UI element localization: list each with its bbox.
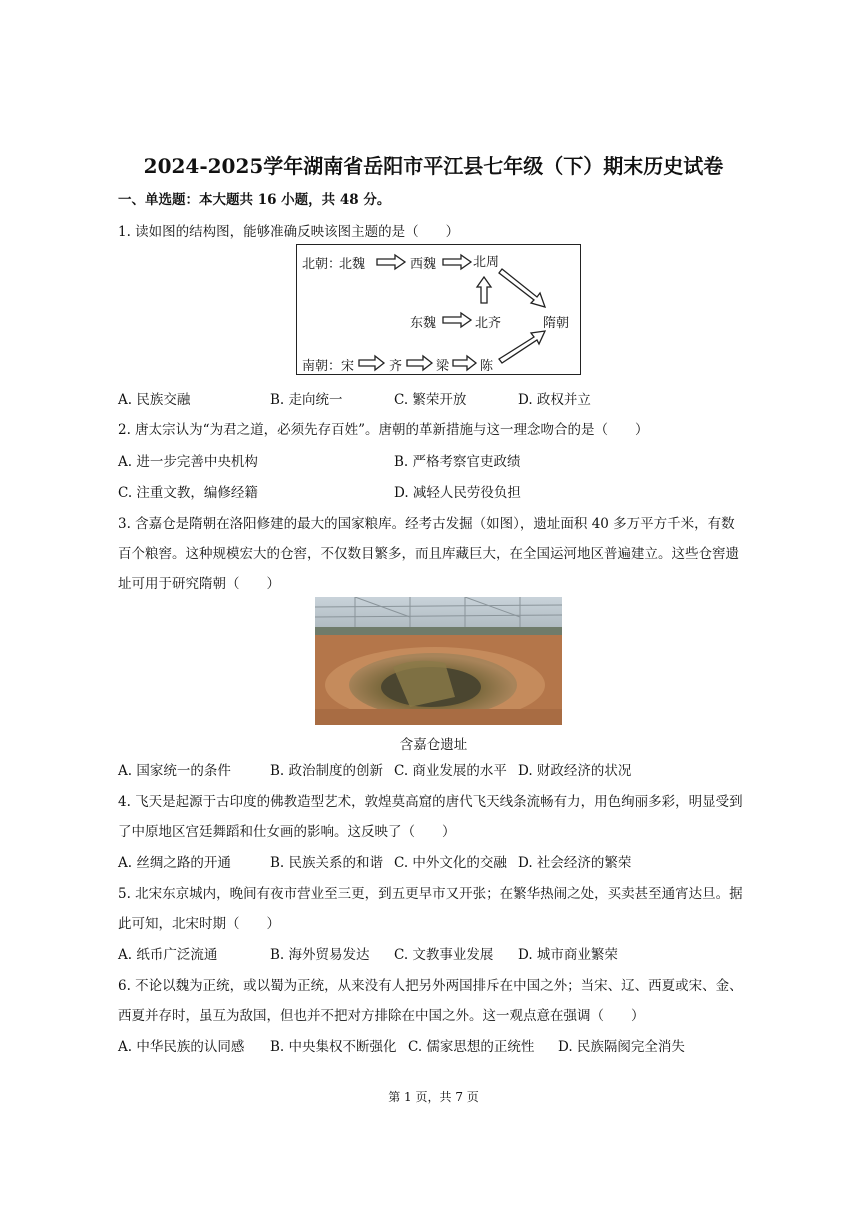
section-heading: 一、单选题：本大题共 16 小题，共 48 分。 [118,192,391,208]
q3-option-b[interactable]: B. 政治制度的创新 [270,763,384,779]
q2-option-c[interactable]: C. 注重文教，编修经籍 [118,485,258,501]
q3-stem-line3: 址可用于研究隋朝（ ） [118,576,280,592]
q3-option-a[interactable]: A. 国家统一的条件 [118,763,231,779]
label-qi: 齐 [389,359,403,374]
q4-stem-line1: 4. 飞天是起源于古印度的佛教造型艺术，敦煌莫高窟的唐代飞天线条流畅有力，用色绚丽多彩，明显受到 [118,794,743,810]
arrow-to-sui-south [499,331,545,363]
exam-title: 2024-2025学年湖南省岳阳市平江县七年级（下）期末历史试卷 [143,154,724,178]
q5-stem-line2: 此可知，北宋时期（ ） [118,916,280,932]
label-south: 南朝： [302,359,342,374]
q5-option-a[interactable]: A. 纸币广泛流通 [118,947,218,963]
q4-option-c[interactable]: C. 中外文化的交融 [394,855,507,871]
q6-stem-line2: 西夏并存时，虽互为敌国，但也并不把对方排除在中国之外。这一观点意在强调（ ） [118,1008,645,1024]
label-dongwei: 东魏 [410,316,437,331]
q2-option-a[interactable]: A. 进一步完善中央机构 [118,454,258,470]
q3-option-c[interactable]: C. 商业发展的水平 [394,763,507,779]
q2-stem: 2. 唐太宗认为“为君之道，必须先存百姓”。唐朝的革新措施与这一理念吻合的是（ ） [118,422,649,438]
q5-option-d[interactable]: D. 城市商业繁荣 [518,947,618,963]
arrow-n1 [377,255,405,269]
arrow-s3 [453,356,476,370]
label-liang: 梁 [436,359,450,374]
label-beizhou: 北周 [473,255,500,270]
label-north: 北朝： [302,257,342,272]
q1-option-c[interactable]: C. 繁荣开放 [394,392,467,408]
q1-option-b[interactable]: B. 走向统一 [270,392,343,408]
q6-option-d[interactable]: D. 民族隔阂完全消失 [558,1039,685,1055]
label-xiwei: 西魏 [410,257,437,272]
q1-option-a[interactable]: A. 民族交融 [118,392,191,408]
q4-stem-line2: 了中原地区宫廷舞蹈和仕女画的影响。这反映了（ ） [118,824,456,840]
q6-stem-line1: 6. 不论以魏为正统，或以蜀为正统，从来没有人把另外两国排斥在中国之外；当宋、辽、西夏或宋、金、 [118,978,743,994]
q5-option-c[interactable]: C. 文教事业发展 [394,947,494,963]
photo-caption: 含嘉仓遗址 [399,737,468,753]
q1-stem: 1. 读如图的结构图，能够准确反映该图主题的是（ ） [118,224,460,240]
q5-option-b[interactable]: B. 海外贸易发达 [270,947,370,963]
q2-option-b[interactable]: B. 严格考察官吏政绩 [394,454,521,470]
page-footer: 第 1 页，共 7 页 [388,1090,479,1104]
arrow-n2 [443,255,471,269]
q6-option-b[interactable]: B. 中央集权不断强化 [270,1039,397,1055]
label-beiqi: 北齐 [475,316,502,331]
q5-stem-line1: 5. 北宋东京城内，晚间有夜市营业至三更，到五更早市又开张；在繁华热闹之处，买卖甚至通宵达旦。据 [118,886,743,902]
q3-stem-line2: 百个粮窖。这种规模宏大的仓窖，不仅数目繁多，而且库藏巨大，在全国运河地区普遍建立。这些仓窖遗 [118,546,739,562]
arrow-e1 [443,313,471,327]
arrow-s1 [359,356,384,370]
q2-option-d[interactable]: D. 减轻人民劳役负担 [394,485,521,501]
label-song: 宋 [341,359,355,374]
label-sui: 隋朝 [543,316,570,331]
q4-option-a[interactable]: A. 丝绸之路的开通 [118,855,231,871]
q3-stem-line1: 3. 含嘉仓是隋朝在洛阳修建的最大的国家粮库。经考古发掘（如图），遗址面积 40 多万平方千米，有数 [118,516,735,532]
q1-structure-diagram [296,244,581,375]
arrow-s2 [407,356,432,370]
hanjia-granary-photo [315,597,562,725]
arrow-to-sui-north [499,269,545,307]
q6-option-c[interactable]: C. 儒家思想的正统性 [408,1039,535,1055]
q4-option-d[interactable]: D. 社会经济的繁荣 [518,855,632,871]
q1-option-d[interactable]: D. 政权并立 [518,392,591,408]
label-chen: 陈 [480,359,494,374]
q6-option-a[interactable]: A. 中华民族的认同感 [118,1039,245,1055]
arrow-up [477,277,491,303]
q4-option-b[interactable]: B. 民族关系的和谐 [270,855,384,871]
label-beiwei: 北魏 [339,257,366,272]
q3-option-d[interactable]: D. 财政经济的状况 [518,763,632,779]
